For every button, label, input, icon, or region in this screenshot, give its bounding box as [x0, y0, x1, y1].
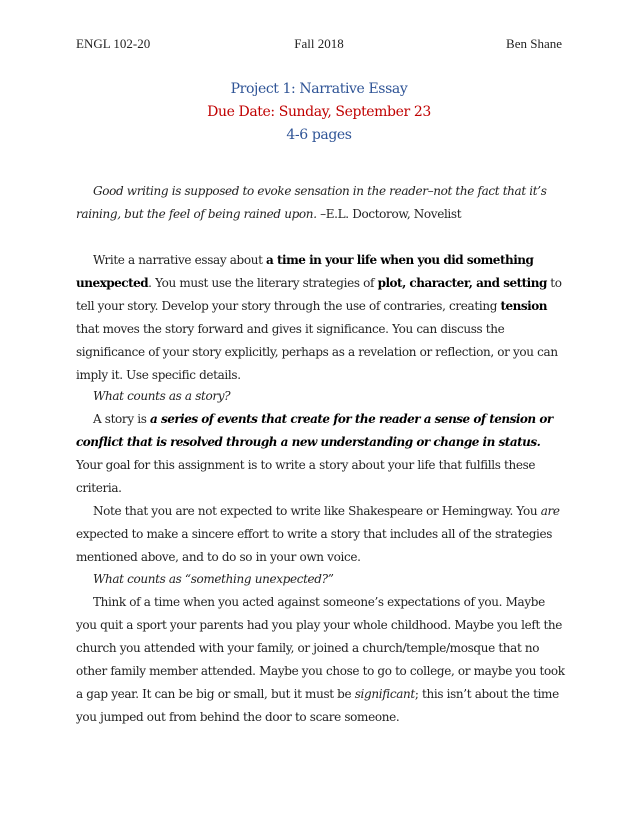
story-text: A story is — [93, 412, 150, 426]
author-name: Ben Shane — [506, 36, 562, 51]
page-length: 4-6 pages — [286, 127, 352, 143]
unexpected-paragraph — [76, 591, 566, 729]
story-paragraph — [76, 408, 566, 500]
intro-text: that moves the story forward and gives it significance. You can discuss the significance of your story explicitly, perhaps as a revelation or reflection, or you can imply it. Use specific details. — [76, 322, 558, 382]
intro-text: to tell your story. Develop your story through the use of contraries, creating — [76, 276, 562, 313]
intro-section — [76, 249, 566, 387]
term: Fall 2018 — [294, 36, 344, 51]
story-definition: a series of events that create for the reader a sense of tension or conflict that is resolved through a new understanding or change in status. — [76, 412, 553, 449]
assignment-title-block — [76, 78, 562, 147]
intro-highlight-tension: tension — [500, 299, 547, 313]
due-date: Due Date: Sunday, September 23 — [207, 104, 431, 120]
assignment-title: Project 1: Narrative Essay — [230, 81, 408, 97]
epigraph — [76, 180, 566, 226]
unexpected-text: Think of a time when you acted against someone’s expectations of you. Maybe you quit a sport your parents had you play your whole childhood. Maybe you left the church you attended with your family, or joined a church/temple/mosque that no other family member attended. Maybe you chose to go to college, or maybe you took a gap year. It can be big or small, but it must be — [76, 595, 565, 701]
epigraph-attribution: –E.L. Doctorow, Novelist — [316, 207, 462, 221]
intro-highlight-topic: a time in your life when you did something unexpected — [76, 253, 534, 290]
story-section — [76, 385, 566, 569]
page-header — [76, 36, 562, 54]
expectation-paragraph — [76, 500, 566, 569]
course-code: ENGL 102-20 — [76, 36, 151, 51]
unexpected-section — [76, 568, 566, 729]
unexpected-emphasis: significant — [354, 687, 415, 701]
expectation-text: Note that you are not expected to write like Shakespeare or Hemingway. You — [93, 504, 541, 518]
expectation-text: expected to make a sincere effort to write a story that includes all of the strategies mentioned above, and to do so in your own voice. — [76, 527, 553, 564]
unexpected-text: ; this isn’t about the time you jumped out from behind the door to scare someone. — [76, 687, 559, 724]
epigraph-quote: Good writing is supposed to evoke sensation in the reader–not the fact that it’s raining, but the feel of being rained upon. — [76, 184, 547, 221]
story-text: Your goal for this assignment is to write a story about your life that fulfills these criteria. — [76, 458, 536, 495]
intro-text: . You must use the literary strategies of — [148, 276, 378, 290]
section-heading-story: What counts as a story? — [93, 389, 231, 403]
intro-highlight-strategies: plot, character, and setting — [377, 276, 547, 290]
section-heading-unexpected: What counts as “something unexpected?” — [93, 572, 334, 586]
intro-paragraph — [76, 249, 566, 387]
intro-text: Write a narrative essay about — [93, 253, 267, 267]
expectation-emphasis: are — [540, 504, 560, 518]
